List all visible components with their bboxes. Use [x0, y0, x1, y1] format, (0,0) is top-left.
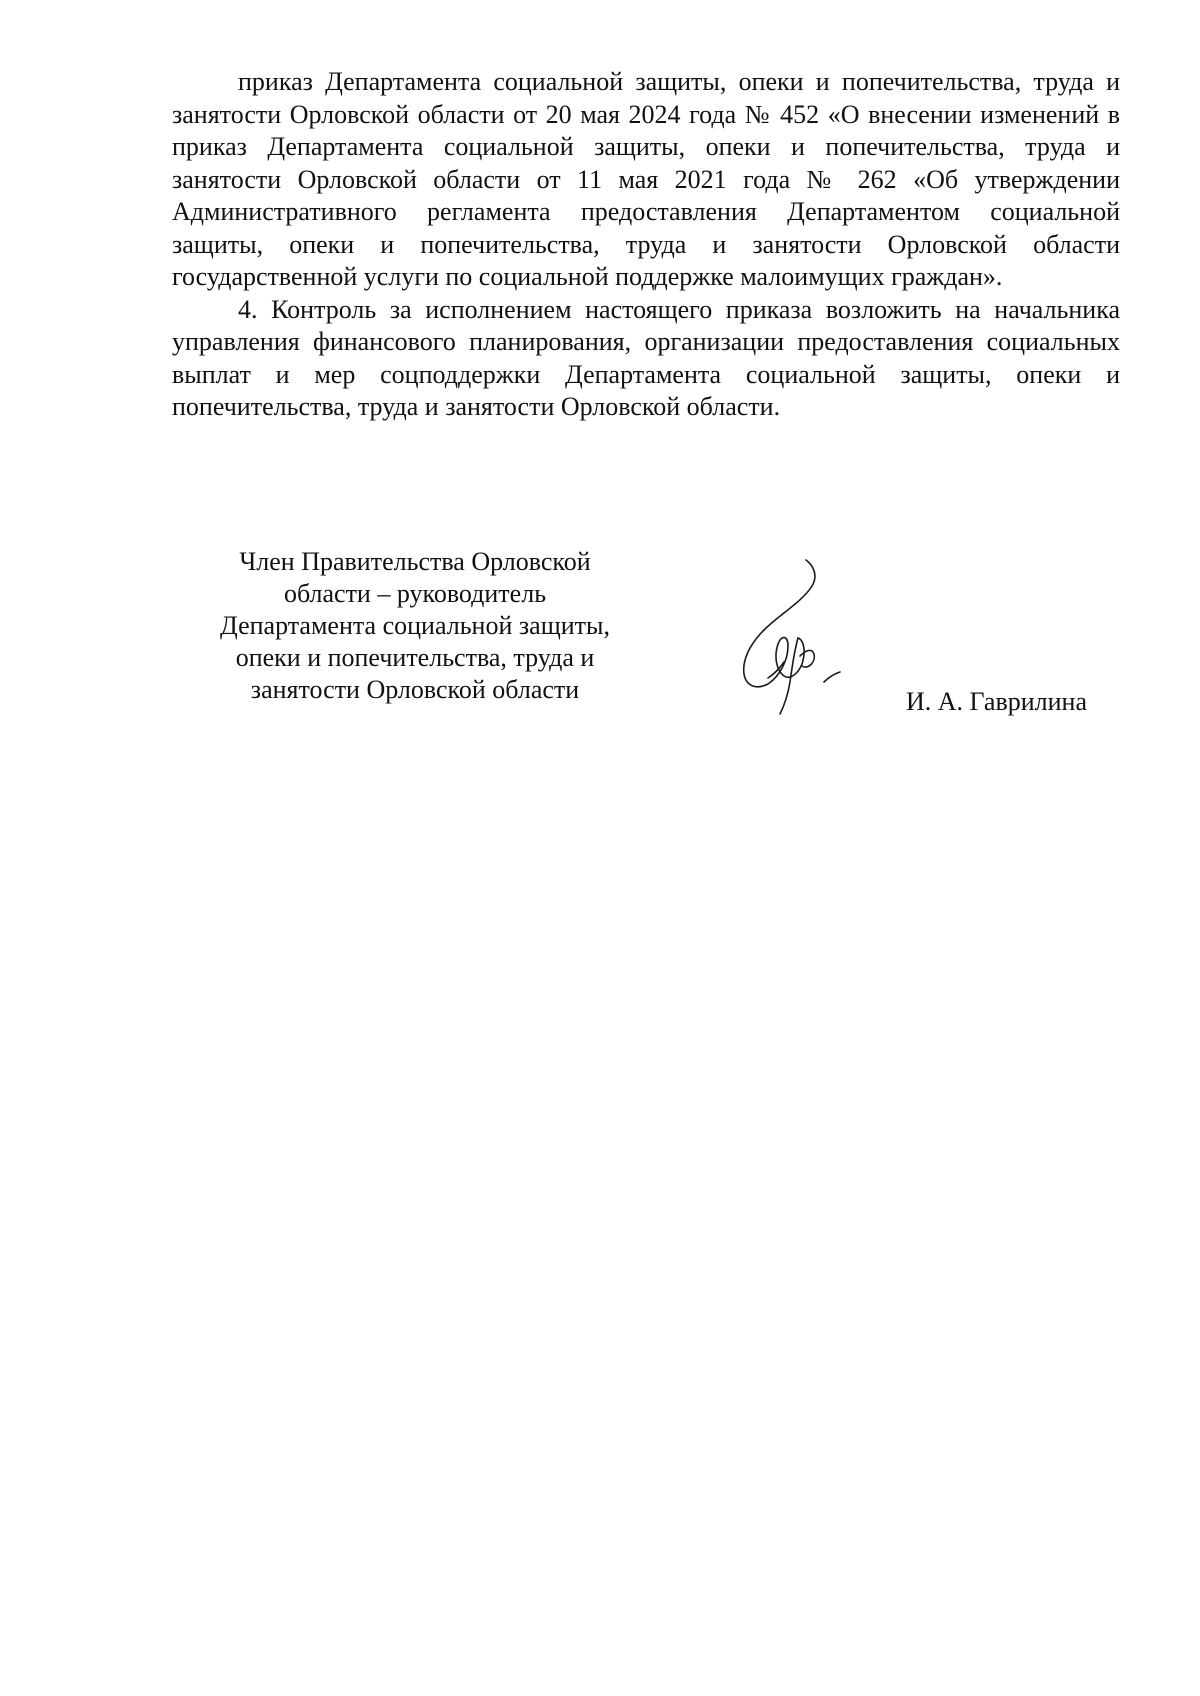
paragraph-order-reference: приказ Департамента социальной защиты, опеки и попечительства, труда и занятости Орловской области от 20 мая 2024 года № 452 «О внесении изменений в приказ Департамента социальной защиты, опеки и попечительства, труда и занятости Орловской области от 11 мая 2021 года № 262 «Об утверждении Административного регламента предоставления Департаментом социальной защиты, опеки и попечительства, труда и занятости Орловской области государственной услуги по социальной поддержке малоимущих граждан». — [172, 67, 1120, 291]
paragraph-control-clause: 4. Контроль за исполнением настоящего приказа возложить на начальника управления финансового планирования, организации предоставления социальных выплат и мер соцподдержки Департамента социальной защиты, опеки и попечительства, труда и занятости Орловской области. — [172, 294, 1120, 421]
signatory-title — [190, 546, 640, 706]
signer-name: И. А. Гаврилина — [906, 687, 1088, 716]
signatory-line: Департамента социальной защиты, — [220, 611, 610, 640]
signatory-line: занятости Орловской области — [250, 675, 580, 704]
handwritten-signature — [728, 556, 848, 716]
signatory-line: области – руководитель — [283, 579, 547, 608]
signatory-line: опеки и попечительства, труда и — [235, 643, 595, 672]
document-body — [172, 66, 1120, 424]
signatory-line: Член Правительства Орловской — [239, 547, 591, 576]
